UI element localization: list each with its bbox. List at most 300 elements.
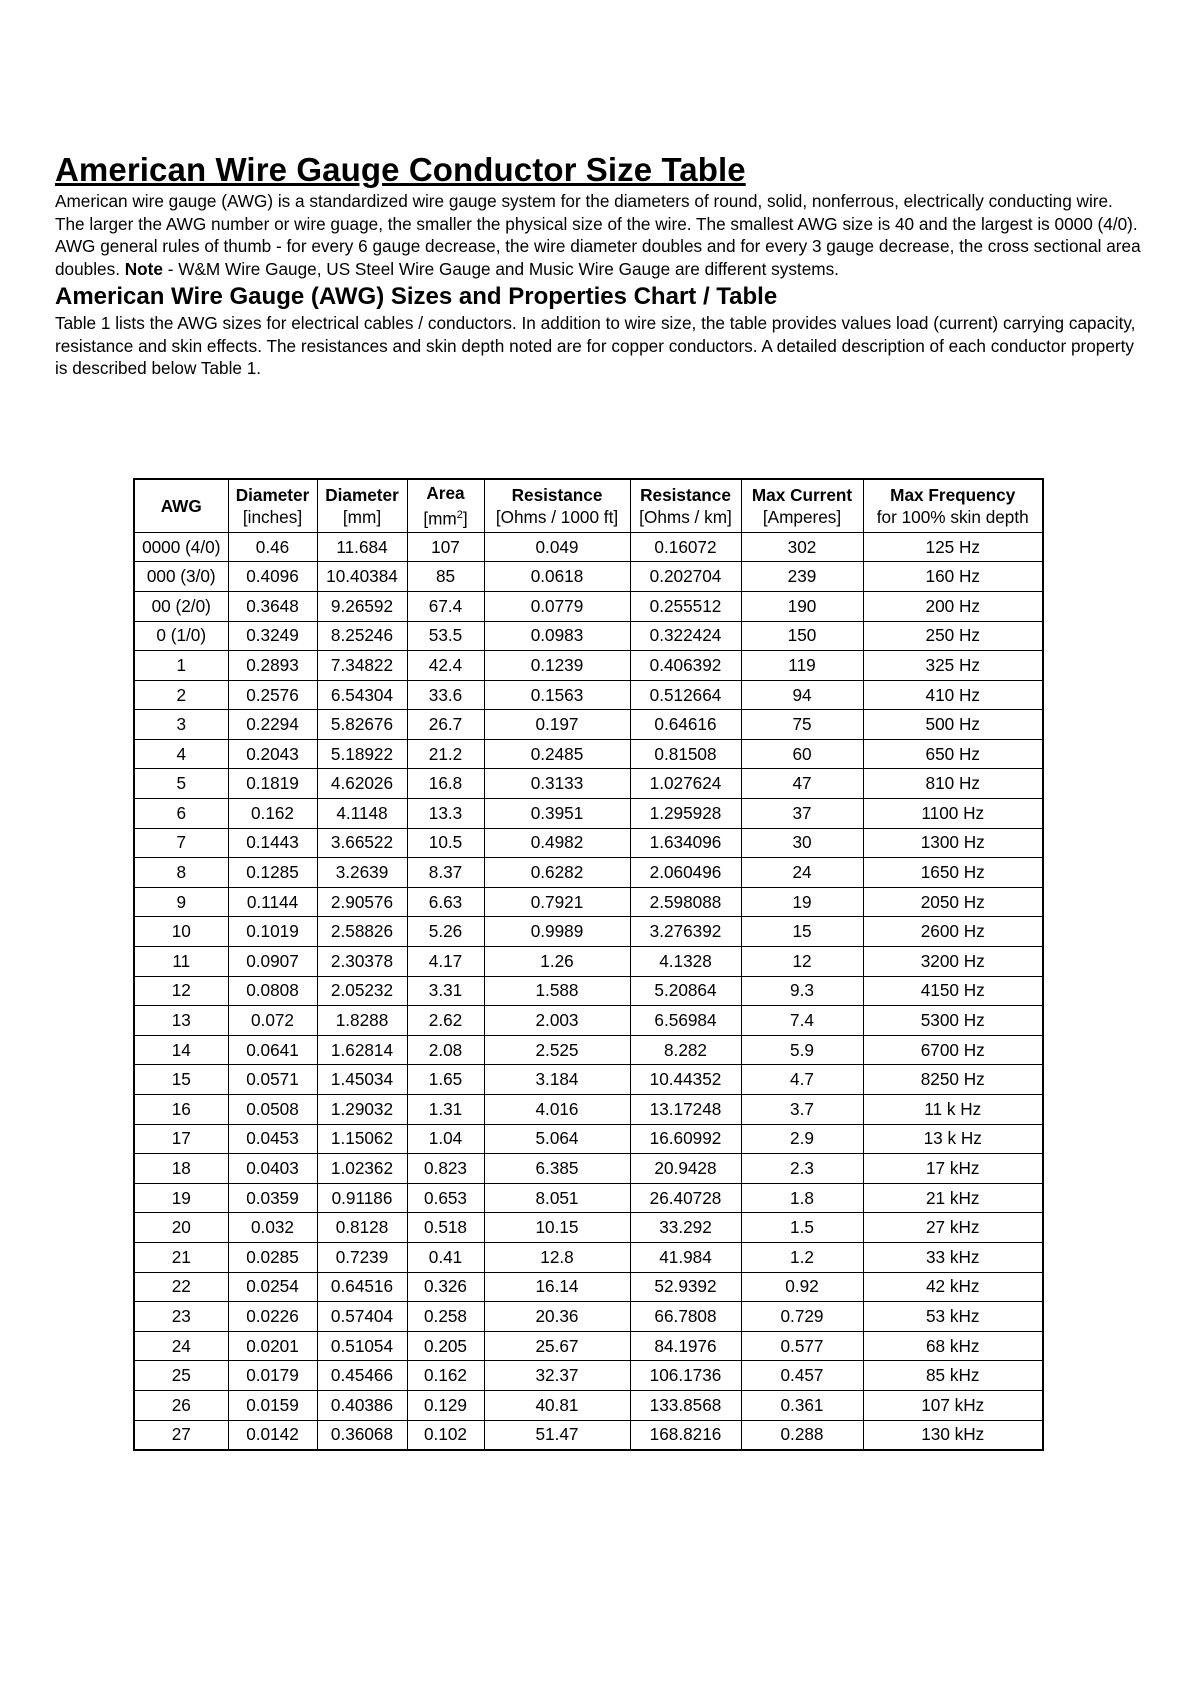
table-cell: 7.4 xyxy=(741,1006,863,1036)
table-cell: 2.003 xyxy=(484,1006,630,1036)
table-cell: 0.102 xyxy=(407,1420,484,1450)
table-cell: 1.04 xyxy=(407,1124,484,1154)
table-cell: 23 xyxy=(134,1302,228,1332)
table-cell: 1.8288 xyxy=(317,1006,407,1036)
table-cell: 0.129 xyxy=(407,1390,484,1420)
table-cell: 0.255512 xyxy=(630,591,741,621)
table-cell: 13.17248 xyxy=(630,1095,741,1125)
table-row xyxy=(134,1035,1043,1065)
table-cell: 119 xyxy=(741,651,863,681)
table-cell: 106.1736 xyxy=(630,1361,741,1391)
table-cell: 0.64616 xyxy=(630,710,741,740)
table-cell: 14 xyxy=(134,1035,228,1065)
header-area xyxy=(407,479,484,532)
table-cell: 0.8128 xyxy=(317,1213,407,1243)
table-cell: 0.0285 xyxy=(228,1242,317,1272)
table-cell: 0.729 xyxy=(741,1302,863,1332)
table-cell: 4.17 xyxy=(407,947,484,977)
table-cell: 0.36068 xyxy=(317,1420,407,1450)
table-cell: 20 xyxy=(134,1213,228,1243)
page-title: American Wire Gauge Conductor Size Table xyxy=(55,151,746,188)
table-cell: 2050 Hz xyxy=(863,887,1043,917)
table-cell: 0.0226 xyxy=(228,1302,317,1332)
table-cell: 0.205 xyxy=(407,1331,484,1361)
table-cell: 0.032 xyxy=(228,1213,317,1243)
table-cell: 24 xyxy=(741,858,863,888)
table-cell: 4 xyxy=(134,739,228,769)
table-cell: 9.3 xyxy=(741,976,863,1006)
table-cell: 1.5 xyxy=(741,1213,863,1243)
table-cell: 3.31 xyxy=(407,976,484,1006)
table-cell: 33 kHz xyxy=(863,1242,1043,1272)
table-cell: 0.0808 xyxy=(228,976,317,1006)
table-cell: 85 xyxy=(407,562,484,592)
table-cell: 4.016 xyxy=(484,1095,630,1125)
table-cell: 0.9989 xyxy=(484,917,630,947)
table-cell: 24 xyxy=(134,1331,228,1361)
table-cell: 2.08 xyxy=(407,1035,484,1065)
table-cell: 9.26592 xyxy=(317,591,407,621)
table-cell: 133.8568 xyxy=(630,1390,741,1420)
table-row xyxy=(134,1183,1043,1213)
table-cell: 21 kHz xyxy=(863,1183,1043,1213)
table-cell: 130 kHz xyxy=(863,1420,1043,1450)
table-cell: 3.2639 xyxy=(317,858,407,888)
header-max-frequency xyxy=(863,479,1043,532)
document-page xyxy=(55,150,1145,380)
table-cell: 4150 Hz xyxy=(863,976,1043,1006)
table-cell: 9 xyxy=(134,887,228,917)
table-cell: 1.65 xyxy=(407,1065,484,1095)
table-cell: 0.3133 xyxy=(484,769,630,799)
table-cell: 53.5 xyxy=(407,621,484,651)
table-cell: 0.1443 xyxy=(228,828,317,858)
table-cell: 8.37 xyxy=(407,858,484,888)
table-cell: 4.62026 xyxy=(317,769,407,799)
table-cell: 3.276392 xyxy=(630,917,741,947)
table-cell: 4.1328 xyxy=(630,947,741,977)
table-cell: 2.060496 xyxy=(630,858,741,888)
table-cell: 15 xyxy=(134,1065,228,1095)
table-row xyxy=(134,1006,1043,1036)
table-row xyxy=(134,1242,1043,1272)
table-cell: 0.361 xyxy=(741,1390,863,1420)
table-cell: 53 kHz xyxy=(863,1302,1043,1332)
header-label: Resistance xyxy=(640,484,731,505)
table-cell: 27 xyxy=(134,1420,228,1450)
table-cell: 0.0618 xyxy=(484,562,630,592)
table-cell: 17 xyxy=(134,1124,228,1154)
table-cell: 1.2 xyxy=(741,1242,863,1272)
table-cell: 0.326 xyxy=(407,1272,484,1302)
table-cell: 125 Hz xyxy=(863,532,1043,562)
table-row xyxy=(134,947,1043,977)
table-cell: 21 xyxy=(134,1242,228,1272)
table-cell: 12 xyxy=(741,947,863,977)
header-label: Max Current xyxy=(751,484,853,505)
table-cell: 410 Hz xyxy=(863,680,1043,710)
table-cell: 20.9428 xyxy=(630,1154,741,1184)
table-cell: 0.0571 xyxy=(228,1065,317,1095)
table-cell: 5 xyxy=(134,769,228,799)
table-cell: 200 Hz xyxy=(863,591,1043,621)
table-cell: 0.512664 xyxy=(630,680,741,710)
table-row xyxy=(134,710,1043,740)
table-cell: 42.4 xyxy=(407,651,484,681)
table-cell: 0.406392 xyxy=(630,651,741,681)
table-cell: 0.64516 xyxy=(317,1272,407,1302)
table-cell: 0.0179 xyxy=(228,1361,317,1391)
table-cell: 41.984 xyxy=(630,1242,741,1272)
table-cell: 0.4096 xyxy=(228,562,317,592)
table-cell: 1.45034 xyxy=(317,1065,407,1095)
table-cell: 2 xyxy=(134,680,228,710)
table-row xyxy=(134,1361,1043,1391)
table-cell: 0.41 xyxy=(407,1242,484,1272)
table-cell: 239 xyxy=(741,562,863,592)
table-cell: 17 kHz xyxy=(863,1154,1043,1184)
table-cell: 0.322424 xyxy=(630,621,741,651)
table-cell: 26 xyxy=(134,1390,228,1420)
header-unit xyxy=(410,504,482,530)
table-cell: 2.90576 xyxy=(317,887,407,917)
table-cell: 8.25246 xyxy=(317,621,407,651)
table-cell: 1 xyxy=(134,651,228,681)
table-cell: 12 xyxy=(134,976,228,1006)
table-row xyxy=(134,591,1043,621)
table-cell: 15 xyxy=(741,917,863,947)
table-cell: 16.60992 xyxy=(630,1124,741,1154)
table-cell: 0.202704 xyxy=(630,562,741,592)
header-max-current xyxy=(741,479,863,532)
table-row xyxy=(134,858,1043,888)
table-cell: 13.3 xyxy=(407,799,484,829)
table-cell: 42 kHz xyxy=(863,1272,1043,1302)
table-cell: 2.05232 xyxy=(317,976,407,1006)
table-cell: 33.292 xyxy=(630,1213,741,1243)
table-cell: 6.54304 xyxy=(317,680,407,710)
table-cell: 10.40384 xyxy=(317,562,407,592)
header-label: Area xyxy=(426,483,465,503)
table-body xyxy=(134,532,1043,1450)
table-cell: 0.2294 xyxy=(228,710,317,740)
table-cell: 27 kHz xyxy=(863,1213,1043,1243)
table-cell: 51.47 xyxy=(484,1420,630,1450)
header-unit: [inches] xyxy=(242,506,303,527)
table-cell: 6.56984 xyxy=(630,1006,741,1036)
table-cell: 810 Hz xyxy=(863,769,1043,799)
table-cell: 2.3 xyxy=(741,1154,863,1184)
header-unit: [mm] xyxy=(342,506,382,527)
table-cell: 7 xyxy=(134,828,228,858)
header-resistance-km xyxy=(630,479,741,532)
table-row xyxy=(134,799,1043,829)
table-row xyxy=(134,1420,1043,1450)
table-row xyxy=(134,1331,1043,1361)
table-cell: 18 xyxy=(134,1154,228,1184)
table-cell: 0.0159 xyxy=(228,1390,317,1420)
table-cell: 20.36 xyxy=(484,1302,630,1332)
table-cell: 94 xyxy=(741,680,863,710)
table-row xyxy=(134,739,1043,769)
table-cell: 2.9 xyxy=(741,1124,863,1154)
table-cell: 26.40728 xyxy=(630,1183,741,1213)
table-cell: 0.1144 xyxy=(228,887,317,917)
table-cell: 68 kHz xyxy=(863,1331,1043,1361)
table-cell: 10.44352 xyxy=(630,1065,741,1095)
table-cell: 8.051 xyxy=(484,1183,630,1213)
table-cell: 1650 Hz xyxy=(863,858,1043,888)
table-row xyxy=(134,828,1043,858)
table-cell: 0.0508 xyxy=(228,1095,317,1125)
table-cell: 5.26 xyxy=(407,917,484,947)
table-cell: 0.0907 xyxy=(228,947,317,977)
table-cell: 84.1976 xyxy=(630,1331,741,1361)
table-cell: 168.8216 xyxy=(630,1420,741,1450)
table-row xyxy=(134,1302,1043,1332)
note-text: - W&M Wire Gauge, US Steel Wire Gauge and Music Wire Gauge are different systems. xyxy=(167,258,839,279)
table-cell: 5.064 xyxy=(484,1124,630,1154)
table-cell: 0000 (4/0) xyxy=(134,532,228,562)
table-cell: 000 (3/0) xyxy=(134,562,228,592)
table-cell: 19 xyxy=(741,887,863,917)
table-cell: 650 Hz xyxy=(863,739,1043,769)
table-cell: 0.0359 xyxy=(228,1183,317,1213)
table-cell: 0.7921 xyxy=(484,887,630,917)
header-awg xyxy=(134,479,228,532)
table-cell: 0.1563 xyxy=(484,680,630,710)
header-unit: [Ohms / 1000 ft] xyxy=(495,506,619,527)
table-cell: 66.7808 xyxy=(630,1302,741,1332)
header-unit: [Amperes] xyxy=(762,506,842,527)
table-cell: 0.0403 xyxy=(228,1154,317,1184)
table-cell: 3.184 xyxy=(484,1065,630,1095)
table-cell: 1.634096 xyxy=(630,828,741,858)
table-cell: 10.5 xyxy=(407,828,484,858)
table-cell: 0.0453 xyxy=(228,1124,317,1154)
table-cell: 10.15 xyxy=(484,1213,630,1243)
table-row xyxy=(134,562,1043,592)
table-cell: 0.288 xyxy=(741,1420,863,1450)
table-cell: 0.16072 xyxy=(630,532,741,562)
table-cell: 1.027624 xyxy=(630,769,741,799)
table-header-row xyxy=(134,479,1043,532)
table-row xyxy=(134,1154,1043,1184)
header-unit-start: [mm xyxy=(423,508,457,529)
header-unit: for 100% skin depth xyxy=(876,506,1029,527)
header-unit-sup: 2 xyxy=(456,509,463,521)
table-cell: 13 k Hz xyxy=(863,1124,1043,1154)
table-cell: 0.4982 xyxy=(484,828,630,858)
table-cell: 3 xyxy=(134,710,228,740)
table-row xyxy=(134,887,1043,917)
table-cell: 16.14 xyxy=(484,1272,630,1302)
table-cell: 1.26 xyxy=(484,947,630,977)
table-cell: 0.3951 xyxy=(484,799,630,829)
table-cell: 0.81508 xyxy=(630,739,741,769)
header-unit-end: ] xyxy=(462,508,468,529)
table-cell: 00 (2/0) xyxy=(134,591,228,621)
table-cell: 2.598088 xyxy=(630,887,741,917)
table-cell: 4.1148 xyxy=(317,799,407,829)
table-cell: 0.51054 xyxy=(317,1331,407,1361)
table-cell: 2.58826 xyxy=(317,917,407,947)
section-title: American Wire Gauge (AWG) Sizes and Properties Chart / Table xyxy=(55,283,778,310)
table-row xyxy=(134,1213,1043,1243)
table-cell: 0.197 xyxy=(484,710,630,740)
table-cell: 0.57404 xyxy=(317,1302,407,1332)
table-cell: 21.2 xyxy=(407,739,484,769)
table-cell: 11 k Hz xyxy=(863,1095,1043,1125)
table-row xyxy=(134,532,1043,562)
table-cell: 6700 Hz xyxy=(863,1035,1043,1065)
table-cell: 7.34822 xyxy=(317,651,407,681)
table-cell: 10 xyxy=(134,917,228,947)
header-resistance-ft xyxy=(484,479,630,532)
header-unit: [Ohms / km] xyxy=(639,506,732,527)
table-cell: 0.0201 xyxy=(228,1331,317,1361)
table-cell: 5.82676 xyxy=(317,710,407,740)
table-cell: 1.02362 xyxy=(317,1154,407,1184)
table-cell: 0 (1/0) xyxy=(134,621,228,651)
table-cell: 0.92 xyxy=(741,1272,863,1302)
table-cell: 0.577 xyxy=(741,1331,863,1361)
table-row xyxy=(134,680,1043,710)
table-cell: 1.295928 xyxy=(630,799,741,829)
table-cell: 0.518 xyxy=(407,1213,484,1243)
table-cell: 0.0641 xyxy=(228,1035,317,1065)
table-cell: 33.6 xyxy=(407,680,484,710)
table-cell: 0.049 xyxy=(484,532,630,562)
header-label: Diameter xyxy=(325,484,399,505)
table-cell: 12.8 xyxy=(484,1242,630,1272)
table-cell: 0.2485 xyxy=(484,739,630,769)
table-cell: 0.162 xyxy=(228,799,317,829)
table-cell: 0.7239 xyxy=(317,1242,407,1272)
table-cell: 47 xyxy=(741,769,863,799)
table-cell: 0.3648 xyxy=(228,591,317,621)
awg-table xyxy=(133,478,1044,1451)
table-cell: 37 xyxy=(741,799,863,829)
header-label: Resistance xyxy=(511,484,603,505)
table-cell: 2.62 xyxy=(407,1006,484,1036)
header-label: Diameter xyxy=(235,484,310,505)
table-cell: 0.823 xyxy=(407,1154,484,1184)
table-row xyxy=(134,1095,1043,1125)
table-cell: 0.1819 xyxy=(228,769,317,799)
table-cell: 4.7 xyxy=(741,1065,863,1095)
table-cell: 5.9 xyxy=(741,1035,863,1065)
table-cell: 0.457 xyxy=(741,1361,863,1391)
table-cell: 85 kHz xyxy=(863,1361,1043,1391)
table-cell: 0.162 xyxy=(407,1361,484,1391)
table-cell: 150 xyxy=(741,621,863,651)
table-cell: 3200 Hz xyxy=(863,947,1043,977)
table-cell: 0.258 xyxy=(407,1302,484,1332)
table-row xyxy=(134,1124,1043,1154)
table-cell: 0.46 xyxy=(228,532,317,562)
table-cell: 107 xyxy=(407,532,484,562)
table-cell: 30 xyxy=(741,828,863,858)
table-cell: 0.072 xyxy=(228,1006,317,1036)
table-cell: 16 xyxy=(134,1095,228,1125)
table-cell: 40.81 xyxy=(484,1390,630,1420)
table-cell: 16.8 xyxy=(407,769,484,799)
table-row xyxy=(134,651,1043,681)
header-diameter-inches xyxy=(228,479,317,532)
table-cell: 67.4 xyxy=(407,591,484,621)
table-cell: 302 xyxy=(741,532,863,562)
table-cell: 0.45466 xyxy=(317,1361,407,1391)
table-cell: 0.1285 xyxy=(228,858,317,888)
table-cell: 32.37 xyxy=(484,1361,630,1391)
table-cell: 1.29032 xyxy=(317,1095,407,1125)
table-cell: 75 xyxy=(741,710,863,740)
table-cell: 2.30378 xyxy=(317,947,407,977)
table-intro-paragraph: Table 1 lists the AWG sizes for electrical cables / conductors. In addition to wire size, the table provides values load (current) carrying capacity, resistance and skin effects. The resistances and skin depth noted are for copper conductors. A detailed description of each conductor property is described below Table 1. xyxy=(55,313,1136,378)
table-cell: 11 xyxy=(134,947,228,977)
table-cell: 3.7 xyxy=(741,1095,863,1125)
header-diameter-mm xyxy=(317,479,407,532)
table-cell: 1300 Hz xyxy=(863,828,1043,858)
table-cell: 5.20864 xyxy=(630,976,741,1006)
table-row xyxy=(134,1065,1043,1095)
table-cell: 19 xyxy=(134,1183,228,1213)
table-cell: 3.66522 xyxy=(317,828,407,858)
table-cell: 500 Hz xyxy=(863,710,1043,740)
header-label: AWG xyxy=(160,495,202,516)
table-cell: 0.0983 xyxy=(484,621,630,651)
table-cell: 25 xyxy=(134,1361,228,1391)
table-cell: 25.67 xyxy=(484,1331,630,1361)
table-cell: 6 xyxy=(134,799,228,829)
table-cell: 8 xyxy=(134,858,228,888)
table-cell: 0.1239 xyxy=(484,651,630,681)
table-row xyxy=(134,1272,1043,1302)
table-cell: 1.588 xyxy=(484,976,630,1006)
table-cell: 0.2576 xyxy=(228,680,317,710)
table-cell: 1100 Hz xyxy=(863,799,1043,829)
table-cell: 60 xyxy=(741,739,863,769)
table-cell: 0.1019 xyxy=(228,917,317,947)
table-cell: 0.0142 xyxy=(228,1420,317,1450)
table-cell: 0.0779 xyxy=(484,591,630,621)
table-cell: 22 xyxy=(134,1272,228,1302)
table-cell: 0.2043 xyxy=(228,739,317,769)
table-cell: 1.62814 xyxy=(317,1035,407,1065)
table-cell: 26.7 xyxy=(407,710,484,740)
table-cell: 2600 Hz xyxy=(863,917,1043,947)
table-cell: 52.9392 xyxy=(630,1272,741,1302)
table-cell: 6.385 xyxy=(484,1154,630,1184)
table-cell: 5.18922 xyxy=(317,739,407,769)
table-cell: 0.653 xyxy=(407,1183,484,1213)
table-cell: 0.91186 xyxy=(317,1183,407,1213)
header-label: Max Frequency xyxy=(890,484,1016,505)
table-cell: 0.6282 xyxy=(484,858,630,888)
table-cell: 8.282 xyxy=(630,1035,741,1065)
table-row xyxy=(134,769,1043,799)
intro-paragraph xyxy=(55,190,1145,280)
table-row xyxy=(134,1390,1043,1420)
table-cell: 1.15062 xyxy=(317,1124,407,1154)
table-cell: 8250 Hz xyxy=(863,1065,1043,1095)
table-row xyxy=(134,621,1043,651)
table-cell: 0.3249 xyxy=(228,621,317,651)
table-row xyxy=(134,976,1043,1006)
table-cell: 1.31 xyxy=(407,1095,484,1125)
table-cell: 190 xyxy=(741,591,863,621)
